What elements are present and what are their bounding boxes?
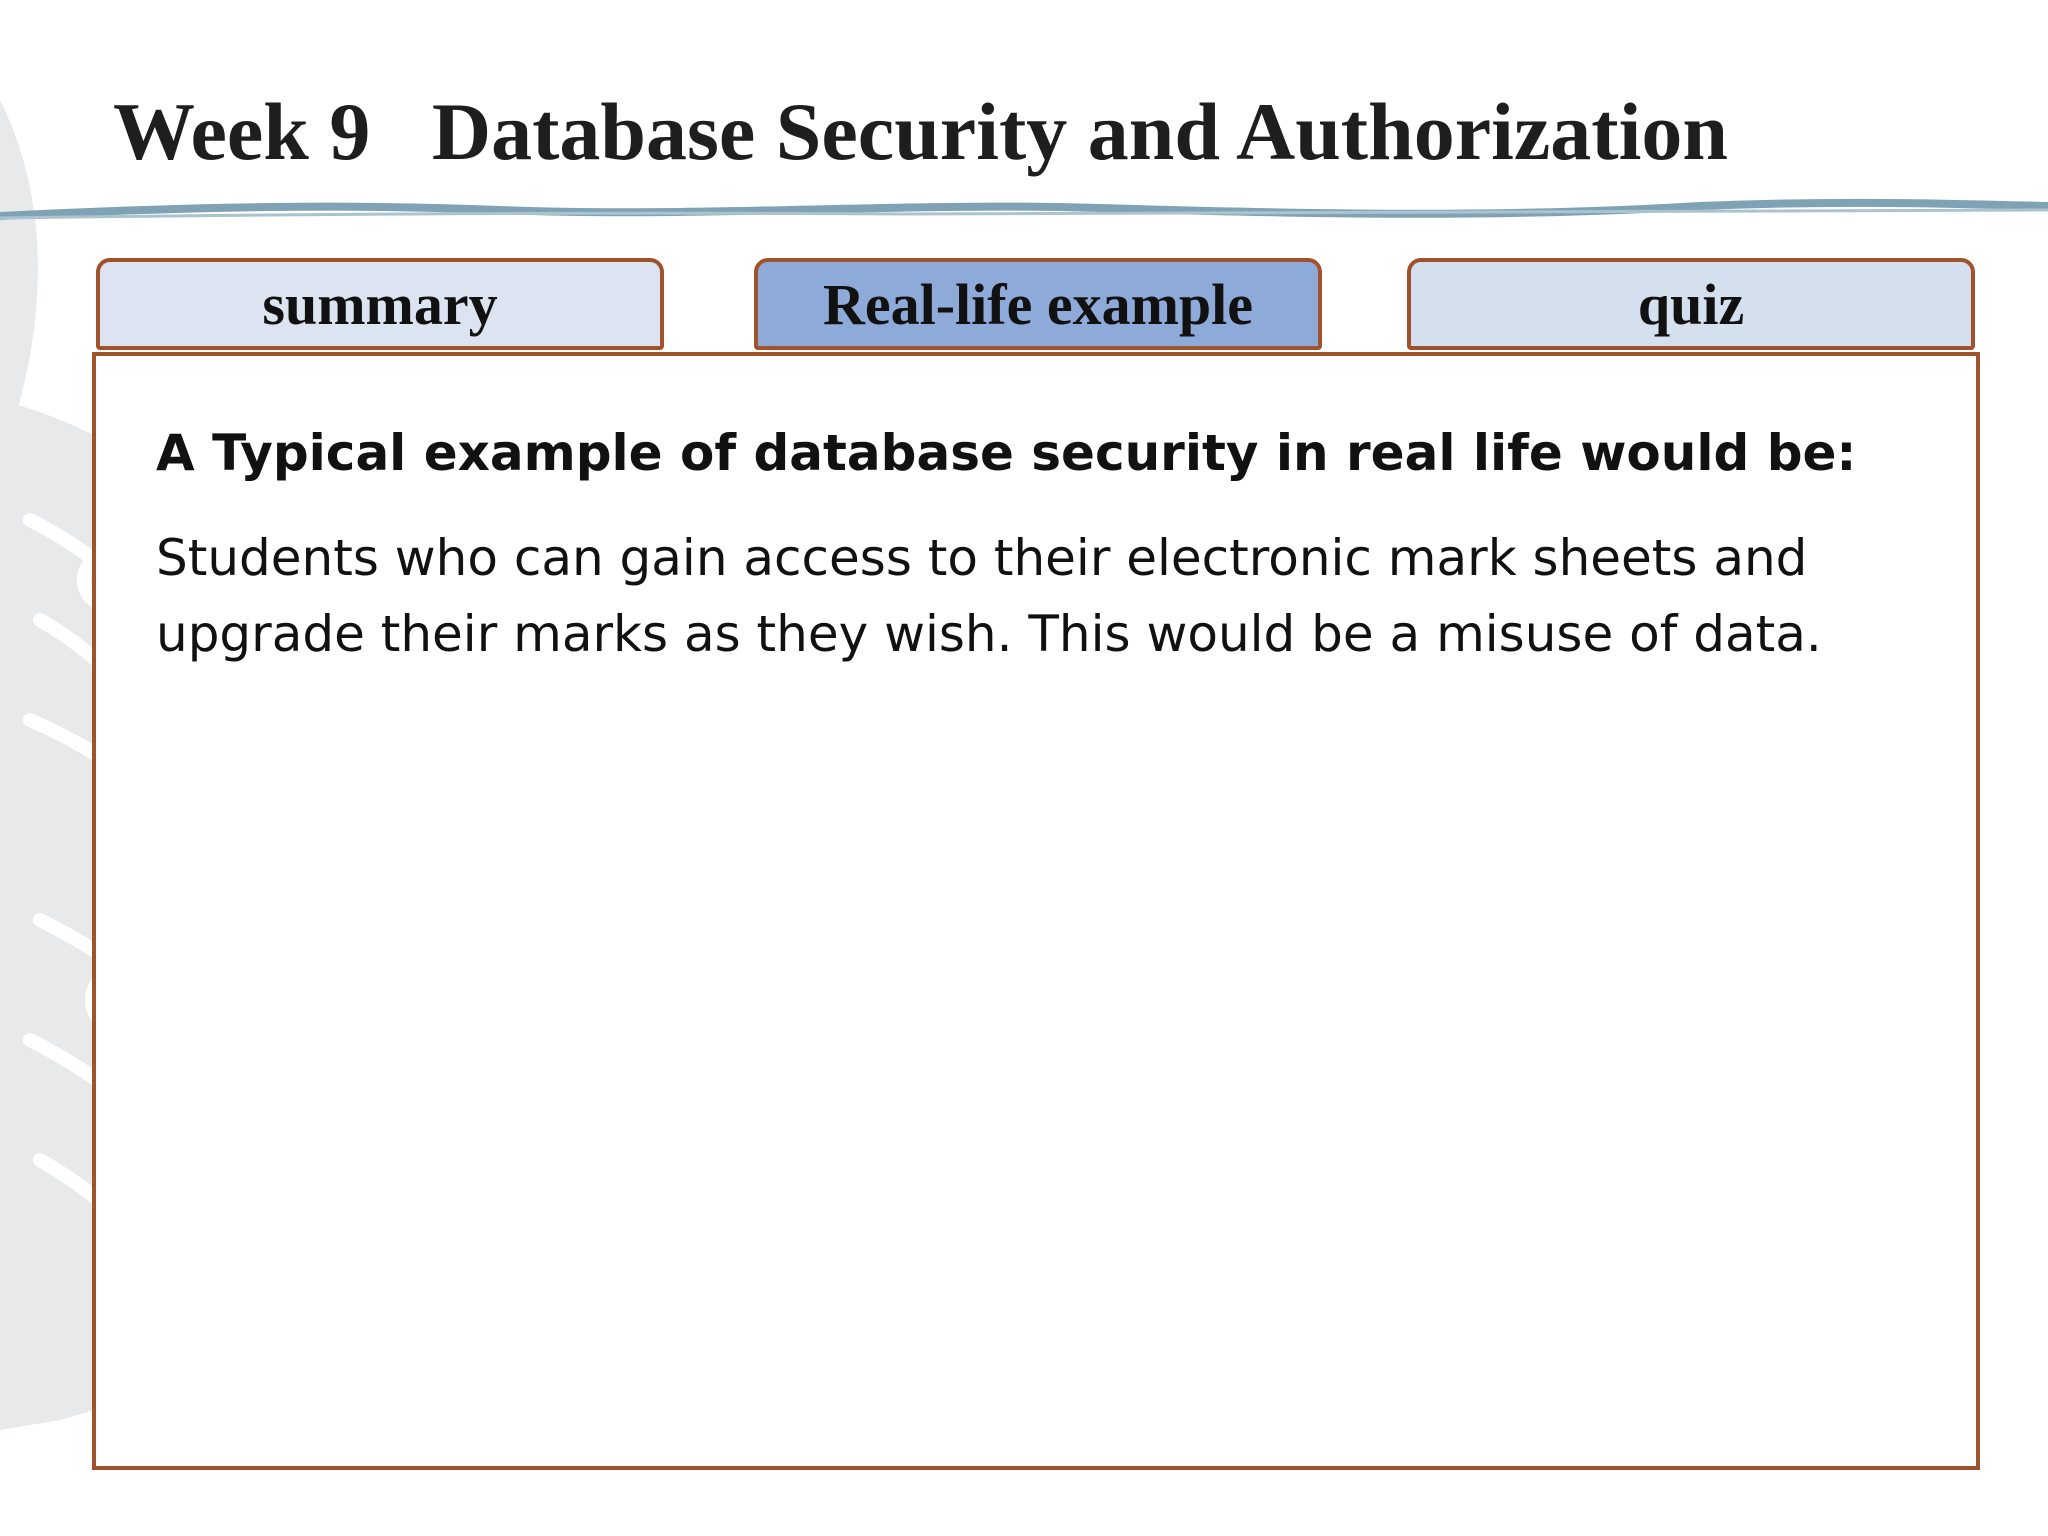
tab-summary-label: summary <box>262 271 498 337</box>
tab-real-life-example[interactable] <box>754 258 1322 350</box>
content-body: Students who can gain access to their electronic mark sheets and upgrade their marks as they wish. This would be a misuse of data. <box>156 529 1822 663</box>
content-panel <box>92 352 1980 1470</box>
tab-summary[interactable] <box>96 258 664 350</box>
slide-title: Week 9 Database Security and Authorization <box>113 86 1728 177</box>
tab-real-life-example-label: Real-life example <box>822 271 1253 337</box>
tab-quiz[interactable] <box>1407 258 1975 350</box>
content-heading: A Typical example of database security in real life would be: <box>156 424 1857 482</box>
tab-quiz-label: quiz <box>1637 271 1745 337</box>
title-divider-line <box>0 192 2048 232</box>
